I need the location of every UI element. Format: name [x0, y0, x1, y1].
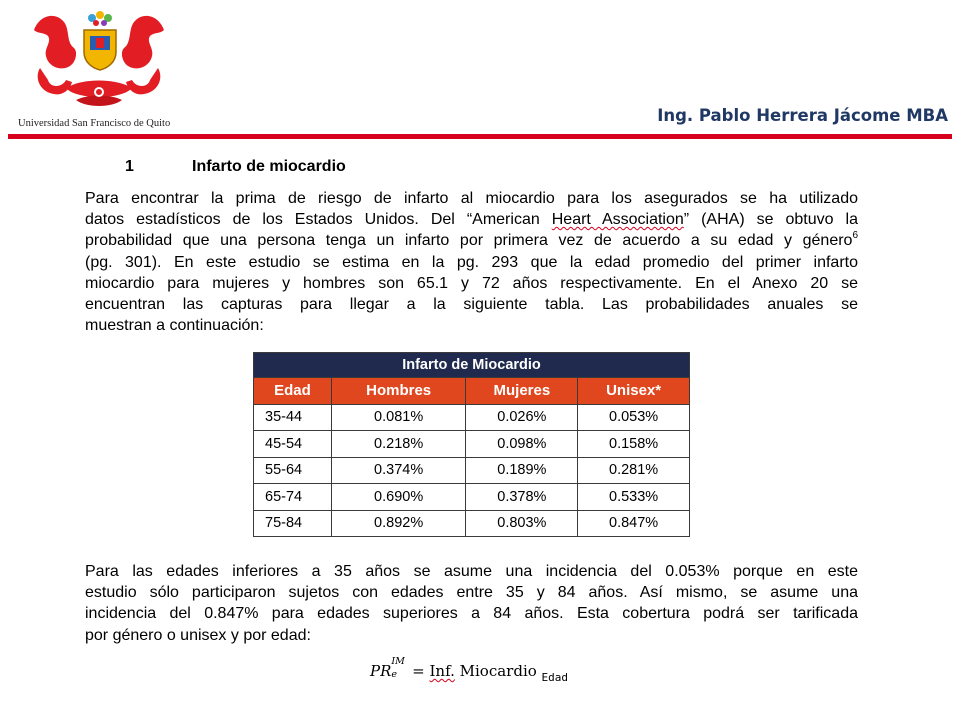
formula-equals: = — [407, 662, 430, 680]
table-row — [254, 484, 690, 511]
university-logo — [18, 8, 180, 132]
formula-inf: Inf. — [429, 662, 455, 680]
paragraph-line: por género o unisex y por edad: — [85, 626, 311, 644]
formula-subscript-edad: Edad — [541, 671, 569, 684]
author-name: Ing. Pablo Herrera Jácome MBA — [657, 106, 948, 125]
column-header: Hombres — [331, 378, 466, 405]
table-row — [254, 510, 690, 537]
age-cell: 45-54 — [254, 431, 332, 458]
table-row — [254, 431, 690, 458]
value-cell: 0.281% — [578, 457, 690, 484]
paragraph-line: miocardio para mujeres y hombres son 65.1 y 72 años respectivamente. En el Anexo 20 se — [85, 274, 858, 292]
header-divider — [8, 134, 952, 139]
formula-superscript: IM — [391, 656, 405, 667]
paragraph-line: Para encontrar la prima de riesgo de infarto al miocardio para los asegurados se ha utilizado — [85, 190, 858, 207]
paragraph-text: ” (AHA) se obtuvo la — [683, 211, 858, 229]
premium-formula — [370, 656, 569, 684]
value-cell: 0.847% — [578, 510, 690, 537]
value-cell: 0.158% — [578, 431, 690, 458]
value-cell: 0.378% — [466, 484, 578, 511]
intro-paragraph — [85, 188, 858, 336]
table-row — [254, 404, 690, 431]
paragraph-text: datos estadísticos de los Estados Unidos. Del “American — [85, 211, 552, 229]
aha-name: Heart Association — [551, 211, 684, 229]
table-title: Infarto de Miocardio — [254, 353, 690, 378]
paragraph-line: encuentran las capturas para llegar a la siguiente tabla. Las probabilidades anuales se — [85, 295, 858, 313]
value-cell: 0.892% — [331, 510, 466, 537]
value-cell: 0.081% — [331, 404, 466, 431]
age-cell: 35-44 — [254, 404, 332, 431]
formula-lhs: PR — [370, 662, 392, 680]
value-cell: 0.189% — [466, 457, 578, 484]
paragraph-line: muestran a continuación: — [85, 317, 264, 335]
paragraph-line — [85, 230, 858, 251]
value-cell: 0.053% — [578, 404, 690, 431]
paragraph-line — [85, 209, 858, 230]
column-header: Mujeres — [466, 378, 578, 405]
age-cell: 55-64 — [254, 457, 332, 484]
value-cell: 0.374% — [331, 457, 466, 484]
paragraph-text: probabilidad que una persona tenga un infarto por primera vez de acuerdo a su edad y género — [85, 232, 853, 250]
paragraph-line: incidencia del 0.847% para edades superiores a 84 años. Esta cobertura podrá ser tarificada — [85, 605, 858, 623]
section-title: Infarto de miocardio — [192, 158, 346, 175]
university-crest-icon — [26, 8, 172, 116]
formula-rhs: Miocardio — [454, 662, 542, 680]
formula-indices — [391, 656, 407, 680]
paragraph-line: (pg. 301). En este estudio se estima en la pg. 293 que la edad promedio del primer infarto — [85, 253, 858, 271]
column-header: Edad — [254, 378, 332, 405]
table-header-row — [254, 378, 690, 405]
table-row — [254, 457, 690, 484]
value-cell: 0.218% — [331, 431, 466, 458]
age-cell: 65-74 — [254, 484, 332, 511]
paragraph-line: Para las edades inferiores a 35 años se asume una incidencia del 0.053% porque en este — [85, 563, 858, 580]
age-assumption-paragraph — [85, 561, 858, 646]
column-header: Unisex* — [578, 378, 690, 405]
section-number: 1 — [125, 158, 134, 175]
paragraph-line: estudio sólo participaron sujetos con edades entre 35 y 84 años. Así mismo, se asume una — [85, 584, 858, 602]
footnote-ref[interactable]: 6 — [852, 230, 858, 242]
value-cell: 0.026% — [466, 404, 578, 431]
table-title-row — [254, 353, 690, 378]
university-name: Universidad San Francisco de Quito — [18, 118, 171, 129]
value-cell: 0.533% — [578, 484, 690, 511]
value-cell: 0.098% — [466, 431, 578, 458]
formula-subscript-e: e — [391, 669, 398, 680]
infarct-probability-table — [253, 352, 690, 537]
value-cell: 0.690% — [331, 484, 466, 511]
value-cell: 0.803% — [466, 510, 578, 537]
age-cell: 75-84 — [254, 510, 332, 537]
